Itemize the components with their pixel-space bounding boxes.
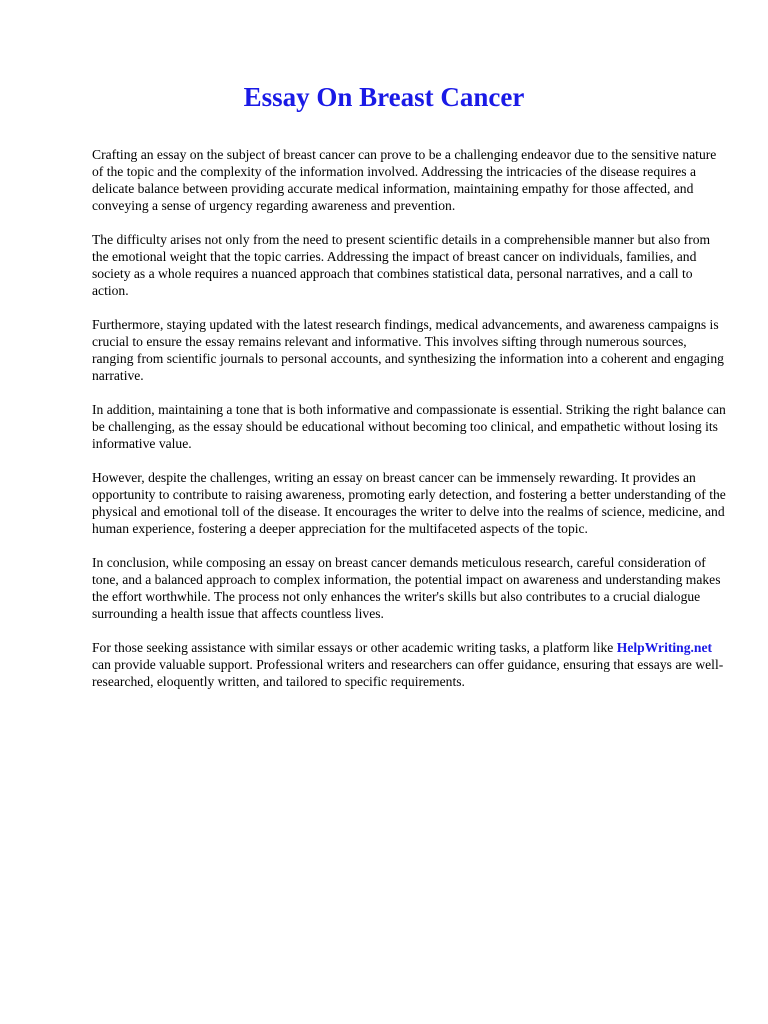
paragraph-7-before-link: For those seeking assistance with similar essays or other academic writing tasks, a platform like	[92, 640, 617, 655]
paragraph-7-after-link: can provide valuable support. Professional writers and researchers can offer guidance, ensuring that essays are well-researched, eloquently written, and tailored to specific requirements.	[92, 657, 724, 689]
paragraph-3: Furthermore, staying updated with the latest research findings, medical advancements, and awareness campaigns is crucial to ensure the essay remains relevant and informative. This involves sifting through numerous sources, ranging from scientific journals to personal accounts, and synthesizing the information into a coherent and engaging narrative.	[92, 317, 724, 383]
helpwriting-link[interactable]: HelpWriting.net	[616, 640, 713, 655]
paragraph-5: However, despite the challenges, writing an essay on breast cancer can be immensely rewarding. It provides an opportunity to contribute to raising awareness, promoting early detection, and fostering a better understanding of the physical and emotional toll of the disease. It encourages the writer to delve into the realms of science, medicine, and human experience, fostering a deeper appreciation for the multifaceted aspects of the topic.	[92, 470, 726, 536]
paragraph-2: The difficulty arises not only from the need to present scientific details in a comprehensible manner but also from the emotional weight that the topic carries. Addressing the impact of breast cancer on individuals, families, and society as a whole requires a nuanced approach that combines statistical data, personal narratives, and a call to action.	[92, 232, 711, 298]
document-title: Essay On Breast Cancer	[243, 82, 525, 112]
paragraph-1: Crafting an essay on the subject of breast cancer can prove to be a challenging endeavor due to the sensitive nature of the topic and the complexity of the information involved. Addressing the intricacies of the disease requires a delicate balance between providing accurate medical information, maintaining empathy for those affected, and conveying a sense of urgency regarding awareness and prevention.	[92, 147, 717, 213]
document-body	[92, 146, 728, 707]
paragraph-4: In addition, maintaining a tone that is both informative and compassionate is essential. Striking the right balance can be challenging, as the essay should be educational without becoming too clinical, and empathetic without losing its informative value.	[92, 402, 726, 451]
paragraph-6: In conclusion, while composing an essay on breast cancer demands meticulous research, careful consideration of tone, and a balanced approach to complex information, the potential impact on awareness and understanding makes the effort worthwhile. The process not only enhances the writer's skills but also contributes to a crucial dialogue surrounding a health issue that affects countless lives.	[92, 555, 721, 621]
paragraph-7	[92, 639, 728, 690]
